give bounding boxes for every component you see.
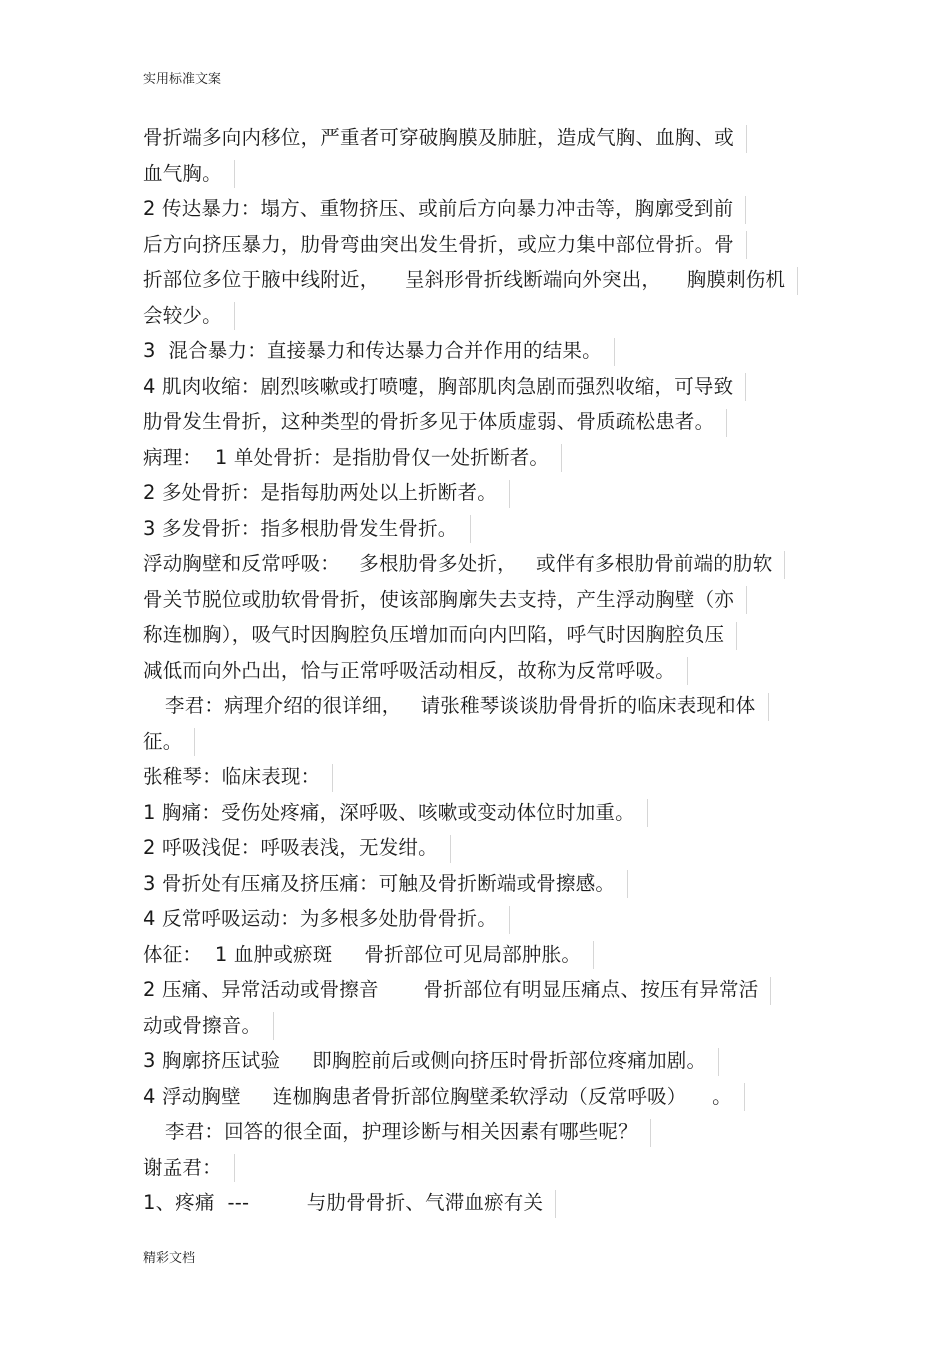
line-end-marker bbox=[746, 125, 747, 153]
text-line-content: 浮动胸壁和反常呼吸： 多根肋骨多处折， 或伴有多根肋骨前端的肋软 bbox=[143, 552, 773, 575]
text-line bbox=[143, 156, 811, 192]
text-line-content: 体征： 1 血肿或瘀斑 骨折部位可见局部肿胀。 bbox=[143, 942, 582, 966]
text-line-content: 称连枷胸），吸气时因胸腔负压增加而向内凹陷，呼气时因胸腔负压 bbox=[143, 623, 725, 646]
text-line-content: 4 浮动胸壁 连枷胸患者骨折部位胸壁柔软浮动（反常呼吸） 。 bbox=[143, 1084, 732, 1108]
line-end-marker bbox=[509, 906, 510, 934]
line-end-marker bbox=[555, 1190, 556, 1218]
text-line-content: 李君：病理介绍的很详细， 请张稚琴谈谈肋骨骨折的临床表现和体 bbox=[165, 694, 756, 717]
text-line bbox=[143, 191, 811, 227]
text-line bbox=[143, 369, 811, 405]
text-line-content: 1 胸痛：受伤处疼痛，深呼吸、咳嗽或变动体位时加重。 bbox=[143, 800, 635, 824]
text-line bbox=[143, 1114, 811, 1150]
text-line-content: 肋骨发生骨折，这种类型的骨折多见于体质虚弱、骨质疏松患者。 bbox=[143, 410, 715, 433]
line-end-marker bbox=[650, 1119, 651, 1147]
text-line-content: 2 呼吸浅促：呼吸表浅，无发绀。 bbox=[143, 836, 438, 859]
text-line bbox=[143, 1008, 811, 1044]
line-end-marker bbox=[746, 586, 747, 614]
text-line bbox=[143, 120, 811, 156]
text-line-content: 谢孟君： bbox=[143, 1155, 222, 1179]
text-line bbox=[143, 440, 811, 476]
text-line-content: 李君：回答的很全面，护理诊断与相关因素有哪些呢？ bbox=[165, 1120, 638, 1143]
line-end-marker bbox=[614, 338, 615, 366]
line-end-marker bbox=[768, 693, 769, 721]
text-line bbox=[143, 617, 811, 653]
line-end-marker bbox=[770, 977, 771, 1005]
line-end-marker bbox=[273, 1012, 274, 1040]
line-end-marker bbox=[726, 409, 727, 437]
text-line-content: 动或骨擦音。 bbox=[143, 1013, 262, 1037]
text-line-content: 会较少。 bbox=[143, 303, 222, 327]
text-line bbox=[143, 546, 811, 582]
page-footer: 精彩文档 bbox=[143, 1251, 196, 1266]
text-line bbox=[143, 724, 811, 760]
text-line-content: 病理： 1 单处骨折：是指肋骨仅一处折断者。 bbox=[143, 445, 550, 469]
line-end-marker bbox=[593, 941, 594, 969]
text-line bbox=[143, 759, 811, 795]
text-line-content: 张稚琴：临床表现： bbox=[143, 765, 321, 788]
text-line-content: 3 多发骨折：指多根肋骨发生骨折。 bbox=[143, 516, 458, 540]
text-line-content: 4 肌肉收缩：剧烈咳嗽或打喷嚏，胸部肌肉急剧而强烈收缩，可导致 bbox=[143, 374, 734, 398]
text-line bbox=[143, 972, 811, 1008]
line-end-marker bbox=[797, 267, 798, 295]
text-line bbox=[143, 582, 811, 618]
text-line bbox=[143, 795, 811, 831]
line-end-marker bbox=[332, 764, 333, 792]
text-line-content: 1、疼痛 --- 与肋骨骨折、气滞血瘀有关 bbox=[143, 1191, 544, 1214]
text-line-content: 骨关节脱位或肋软骨骨折，使该部胸廓失去支持，产生浮动胸壁（亦 bbox=[143, 587, 735, 611]
text-line bbox=[143, 298, 811, 334]
document-body bbox=[143, 120, 811, 1221]
text-line bbox=[143, 475, 811, 511]
line-end-marker bbox=[647, 799, 648, 827]
text-line bbox=[143, 688, 811, 724]
text-line bbox=[143, 653, 811, 689]
line-end-marker bbox=[450, 835, 451, 863]
text-line-content: 2 压痛、异常活动或骨擦音 骨折部位有明显压痛点、按压有异常活 bbox=[143, 978, 759, 1001]
text-line-content: 折部位多位于腋中线附近， 呈斜形骨折线断端向外突出， 胸膜刺伤机 bbox=[143, 268, 786, 291]
line-end-marker bbox=[627, 870, 628, 898]
text-line bbox=[143, 262, 811, 298]
line-end-marker bbox=[470, 515, 471, 543]
line-end-marker bbox=[745, 373, 746, 401]
text-line bbox=[143, 1043, 811, 1079]
text-line bbox=[143, 830, 811, 866]
text-line bbox=[143, 1185, 811, 1221]
text-line bbox=[143, 1079, 811, 1115]
text-line-content: 3 骨折处有压痛及挤压痛：可触及骨折断端或骨擦感。 bbox=[143, 871, 616, 895]
text-line-content: 征。 bbox=[143, 729, 183, 753]
line-end-marker bbox=[234, 160, 235, 188]
text-line bbox=[143, 333, 811, 369]
line-end-marker bbox=[194, 728, 195, 756]
text-line-content: 2 传达暴力：塌方、重物挤压、或前后方向暴力冲击等，胸廓受到前 bbox=[143, 197, 734, 220]
line-end-marker bbox=[718, 1048, 719, 1076]
text-line-content: 骨折端多向内移位，严重者可穿破胸膜及肺脏，造成气胸、血胸、或 bbox=[143, 126, 735, 149]
line-end-marker bbox=[784, 551, 785, 579]
line-end-marker bbox=[736, 622, 737, 650]
line-end-marker bbox=[746, 231, 747, 259]
text-line bbox=[143, 901, 811, 937]
line-end-marker bbox=[745, 196, 746, 224]
text-line-content: 减低而向外凸出，恰与正常呼吸活动相反，故称为反常呼吸。 bbox=[143, 658, 675, 682]
text-line bbox=[143, 404, 811, 440]
line-end-marker bbox=[509, 480, 510, 508]
text-line-content: 4 反常呼吸运动：为多根多处肋骨骨折。 bbox=[143, 907, 497, 930]
text-line bbox=[143, 1150, 811, 1186]
text-line bbox=[143, 227, 811, 263]
line-end-marker bbox=[744, 1083, 745, 1111]
line-end-marker bbox=[687, 657, 688, 685]
text-line-content: 2 多处骨折：是指每肋两处以上折断者。 bbox=[143, 481, 497, 504]
line-end-marker bbox=[234, 1154, 235, 1182]
text-line-content: 3 胸廓挤压试验 即胸腔前后或侧向挤压时骨折部位疼痛加剧。 bbox=[143, 1049, 707, 1072]
text-line bbox=[143, 866, 811, 902]
text-line-content: 血气胸。 bbox=[143, 161, 222, 185]
page-header: 实用标准文案 bbox=[143, 72, 222, 87]
text-line-content: 3 混合暴力：直接暴力和传达暴力合并作用的结果。 bbox=[143, 339, 602, 362]
text-line-content: 后方向挤压暴力，肋骨弯曲突出发生骨折，或应力集中部位骨折。骨 bbox=[143, 232, 735, 256]
line-end-marker bbox=[561, 444, 562, 472]
text-line bbox=[143, 511, 811, 547]
line-end-marker bbox=[234, 302, 235, 330]
text-line bbox=[143, 937, 811, 973]
